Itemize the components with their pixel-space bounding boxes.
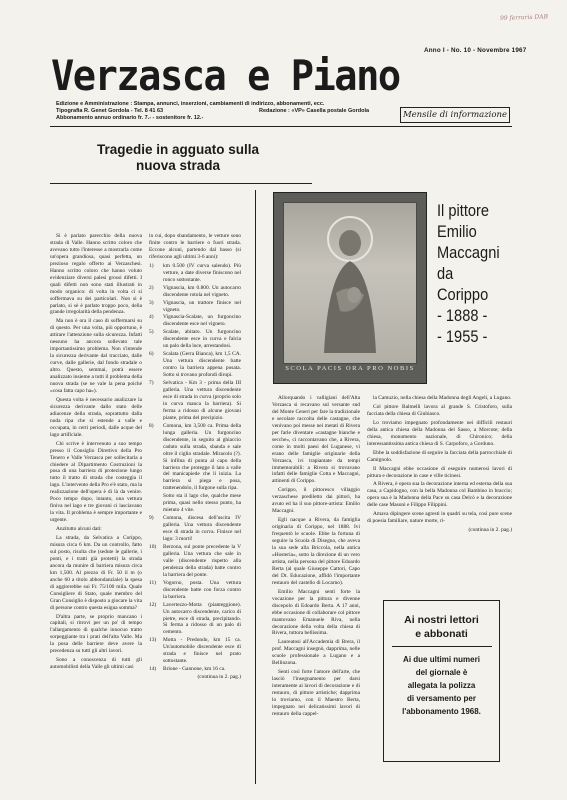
- column-2: [149, 233, 241, 681]
- painting-caption: SCOLA PACIS ORA PRO NOBIS: [285, 365, 415, 372]
- paragraph: La strada, da Selvatica a Corippo, misura circa 6 km. Da un controllo, fatto sul posto, risulta che (sedute le gallerie, i ponti, e i tratti già protetti) la strada ancora da munire di barriera misura circa km 1,500. Al prezzo di Fr. 50 il m (o anche 60 a titolo abbondanziale) la spesa di aggirerebbe sui Fr. 75/100 mila. Quale Consigliere di Stato, quale membro del Gran Consiglio è disposto a giocare la vita di persone contro questa esigua somma?: [50, 535, 142, 611]
- paragraph: Ma non è ora il caso di soffermarsi su di questo. Per una volta, più opportuno, è attirare l'attenzione sulla sicurezza. Infatti nessuno ha ancora sollevato tale importantissimo problema. Non s'intende la sicurezza derivante dal tracciato, dalle curve, dalle gallerie, dal fondo stradale o altro. Questo, semmai, potrà essere analizzato insieme a tutti il problema della nuova strada (se ne vale la pena poiché «cosa fatta capo ha»).: [50, 318, 142, 394]
- list-item-text: Comona, km 3,500 ca. Prima della lunga galleria. Un furgoncino discendente, in seguito al ghiaccio caduto sulla strada, sbanda e sale oltre il ciglio stradale. Miracolo (?). Si infilna di punta al capo della barriera che protegge il lato a valle del manicapiede che li inizia. La barriera si piega e posa, trattenendolo, il furgone sulla ripa.: [163, 422, 241, 492]
- redazione-line: Redazione : «VP» Casella postale Gordola: [259, 108, 370, 114]
- issue-info: Anno I - No. 10 - Novembre 1967: [424, 47, 527, 54]
- list-item: [149, 544, 241, 579]
- paragraph: Amava dipingere scene agresti in quadri su tela, così pure scene di poesia familiare, nature morte, ri-: [367, 511, 512, 525]
- list-item-number: 8): [149, 422, 154, 429]
- paragraph: Allorquando i valligiani dell'Alta Verzasca si recavano sul versante sud del Monte Ceneri per fare la tradizionale e secolare raccolta delle castagne, che venivano poi messe nei metati di Rivera per farle diventare «castagne bianche e secche», ci raccontavano che, a Rivera, come in molti paesi del Luganese, vi erano delle famiglie originarie della Verzasca, ivi trapiantate da tempi immemorabili: a Rivera si trovavano infatti delle famiglie Cotta e Maccagni, attinenti di Corippo.: [272, 395, 360, 485]
- paragraph: Lo troviamo impegnato profondamente nei difficili restauri della antica chiesa della Madonna del Sasso, a Morcote; della chiesa, monumento nazionale, di Chironico; della interessantissima antica chiesa di S. Carpoforo, a Gorduno.: [367, 419, 512, 447]
- subscriber-notice-box: [383, 600, 500, 762]
- painter-title-line: Corippo: [437, 285, 489, 304]
- painter-title-line: Emilio: [437, 222, 477, 241]
- article-title-traffic: [58, 142, 298, 174]
- paragraph: Si è parlato parecchio della nuova strada di Valle. Hanno scritto coloro che avevano tutto l'interesse a mostrarla come un'opera grandiosa, quasi perfetta, un prezioso regalo offerto ai Verzaschesi. Hanno scritto coloro che hanno voluto evidenziare diversi palesi grossi difetti. I quali difetti non sono stati illustrati in modo organico: di volta in volta ci si soffermava su dei particolari. Non si è parlato, si sè è parlato troppo poco, della grande irregolarità della pendenza.: [50, 233, 142, 316]
- list-item-text: Brione - Gannone, km 16 ca.: [163, 666, 226, 673]
- paragraph: la Camuzio, nella chiesa della Madonna degli Angeli, a Lugano.: [373, 395, 512, 401]
- list-item-number: 12): [149, 601, 157, 608]
- title-underline: [50, 183, 312, 184]
- paragraph: D'altra parte, se proprio mancano i capitali, si ritrovi per un po' di tempo l'allargamento di qualche innocuo tratto sorpeggiante tra i prati dell'alta Valle. Ma la posa delle barriere deve avere la precedenza su tutti gli altri lavori.: [50, 613, 142, 655]
- paragraph: Egli nacque a Rivera, da famiglia originaria di Corippo, nel 1888. Ivi frequentò le scuole. Ebbe la fortuna di seguire la Scuola di Disegno, che aveva la sua sede alla Briccola, nella antica «Hosteria», sotto la direzione di un vero artista, nella persona del pittore Edoardo Berta (al quale Giuseppe Cattori, Capo del Dt. Educazione, affidò l'importante restauro del castello di Locarno).: [272, 517, 360, 586]
- publisher-line: Edizione e Amministrazione : Stampa, annunci, inserzioni, cambiamenti di indirizzo, abbonamenti, ecc.: [56, 101, 325, 107]
- list-item-number: 2): [149, 284, 154, 291]
- notice-body-line: Ai due ultimi numeri: [403, 655, 480, 664]
- list-item: [149, 493, 241, 514]
- list-item-number: 10): [149, 543, 157, 550]
- list-item-text: Vignascia-Scalate, un furgoncino discendente esce nel vigneto.: [163, 314, 241, 328]
- paragraph: Il Maccagni ebbe occasione di eseguire numerosi lavori di pittura e decorazione in case e ville ticinesi.: [367, 465, 512, 479]
- list-item: [149, 423, 241, 493]
- list-item-number: 11): [149, 579, 156, 586]
- masthead-title: Verzasca e Piano: [51, 51, 400, 100]
- list-item-number: 5): [149, 329, 154, 336]
- notice-title-line1: Ai nostri lettori: [404, 614, 479, 626]
- col2-intro: in cui, dopo sbandamento, le vetture sono finite contro le barriere o fuori strada. Eccone alcuni, partendo dal basso (si riferiscono agli ultimi 3-6 anni):: [149, 233, 241, 260]
- monthly-label: Mensile di informazione: [402, 110, 508, 120]
- notice-divider: [392, 646, 492, 647]
- painter-title-line: - 1888 -: [437, 306, 488, 325]
- list-item-number: 7): [149, 380, 154, 387]
- list-item-text: Sotto sta il lago che, qualche mese prima, quasi nello stesso punto, ha mietuto 4 vite.: [163, 493, 241, 514]
- paragraph: A Rivera, è opera sua la decorazione interna ed esterna della sua casa, a Capidogno, con la bella Madonna col Bambino in braccio; opera sua è la Madonna della Pace su casa Delcò e la decorazione delle case Masoni e Filippo Filippini.: [367, 481, 512, 509]
- painting-frame: [283, 202, 417, 364]
- header-rule: [50, 126, 512, 127]
- list-item-number: 9): [149, 515, 154, 522]
- list-item: [149, 515, 241, 543]
- list-item: [149, 637, 241, 665]
- printer-line: Tipografia R. Genet Gordola - Tel. 8 41 63: [56, 108, 164, 114]
- paragraph: Laureatosi all'Accademia di Brera, il prof. Maccagni insegnò, dapprima, nelle scuole professionale a Lugano e a Bellinzona.: [272, 639, 360, 667]
- accident-list: [149, 263, 241, 673]
- article-title-line2: nuova strada: [135, 158, 221, 173]
- paragraph: Corippo, il pittoresco villaggio verzaschese prediletto dai pittori, ha avuto ed ha il suo pittore-artista: Emilio Maccagni.: [272, 487, 360, 515]
- list-item: [149, 314, 241, 328]
- list-item: [149, 285, 241, 299]
- paragraph: Ebbe la soddisfazione di seguire la facciata della parrocchiale di Camignolo.: [367, 449, 512, 463]
- list-item-text: Vogorno, posta. Una vettura discendente batte con forza contro la barriera.: [163, 579, 241, 600]
- notice-title-line2: e abbonati: [415, 628, 468, 640]
- list-item-text: Vignascia, un trattore finisce nel vigneto.: [163, 299, 241, 313]
- paragraph: Chi scrive è intervenuto a suo tempo presso il Consiglio Direttivo della Pro Tenero e Valle Verzasca per sollecitarla a chiedere al Dipartimento Costruzioni la posa di una barriera di protezione lungo tutto il tratto di strada che costeggia il lago. L'intervento della Pro e'è stato, ma la realizzazione dell'opera è di là da venire. Poco tempo dopo, intanto, una vettura finiva nel lago e tre giovani ci lasciavano la vita. Il problema è sempre importante e urgente.: [50, 440, 142, 524]
- list-item-text: Selvatica - Km 3 - prima della III galleria. Una vettura discendente esce di strada in curva (proprio solo in curva manca la barriera). Si ferma a ridosso di alcune giovani piante, prima del precipizio.: [163, 380, 241, 421]
- list-item: [149, 263, 241, 284]
- list-item-text: km 0.500 (IV curva salendo). Più vetture, a date diverse finiscono nel ronco sottostante.: [163, 262, 241, 283]
- list-item-text: Scalata (Gerra Bianca), km 1,5 CA. Una vettura discendente batte contro la barriera appena posata. Sotto si trovano profondi dirupi.: [163, 351, 241, 379]
- subscription-line: Abbonamento annuo ordinario fr. 7.- - sostenitore fr. 12.-: [56, 115, 204, 121]
- notice-body-line: l'abbonamento 1968.: [402, 707, 481, 716]
- monthly-label-box: [400, 107, 510, 123]
- list-item-number: 14): [149, 666, 157, 673]
- paragraph: Anzitutto alcuni dati:: [56, 526, 102, 533]
- list-item: [149, 380, 241, 422]
- list-item-text: Vignascia, km 0.800. Un autocarro discendente rotola nel vigneto.: [163, 284, 241, 298]
- list-item: [149, 666, 241, 673]
- list-item: [149, 351, 241, 379]
- column-3: [272, 395, 360, 720]
- list-item-number: 1): [149, 262, 154, 269]
- painting-image: [273, 192, 427, 384]
- column-4-text: [367, 395, 512, 525]
- column-divider: [255, 190, 256, 784]
- column-1: [50, 233, 142, 673]
- list-item: [149, 602, 241, 637]
- paragraph: Col pittore Balmelli lavora al grande S. Cristoforo, sulla facciata della chiesa di Giubiasco.: [367, 403, 512, 417]
- paragraph: Emilio Maccagni sentì forte la vocazione per la pittura e divenne discepolo di Edoardo Berta. A 17 anni, ebbe occasione di collaborare col pittore mantovano Emanuele Riva, nella decorazione della volta della chiesa di Rivera, tuttora bellissima.: [272, 588, 360, 637]
- article-title-painter: [437, 200, 514, 347]
- notice-body-line: del giornale è: [415, 668, 468, 677]
- list-item-number: 13): [149, 637, 157, 644]
- painter-title-line: da: [437, 264, 454, 283]
- continued-note-right: (continua in 2. pag.): [468, 527, 512, 534]
- painter-title-line: Maccagni: [437, 243, 500, 262]
- handwritten-note: 99 ferraris DAB: [499, 13, 549, 23]
- list-item-number: 3): [149, 299, 154, 306]
- madonna-figure-icon: [284, 203, 416, 363]
- painter-title-line: Il pittore: [437, 201, 490, 220]
- article-title-line1: Tragedie in agguato sulla: [96, 142, 260, 157]
- list-item-text: Comona, discesa dell'uscita IV galleria. Una vettura discendente esce di strada in curva. Finisce nel lago: 3 morti!: [163, 515, 241, 543]
- continued-note-left: (continua in 2. pag.): [197, 674, 241, 681]
- list-item-text: Motta - Predondo, km 15 ca. Un'automobile discendente esce di strada e finisce nel prato sottostante.: [163, 637, 241, 665]
- list-item-text: Lavertezzo-Motta (pianteggione). Un autocarro discendente, carico di pietre, esce di strada, precipitando. Si ferma a ridosso di un palo di cemento.: [163, 601, 241, 636]
- list-item: [149, 329, 241, 350]
- list-item-text: Scalate, abitato. Un furgoncino discendente esce in curva e falcia un palo della luce, arrestandosi.: [163, 329, 241, 350]
- list-item: [149, 300, 241, 314]
- notice-body: [384, 653, 499, 718]
- column-4: [367, 395, 512, 534]
- notice-body-line: allegata la polizza: [407, 681, 476, 690]
- paragraph: Questa volta è necessario analizzare la sicurezza derivante dallo stato delle adiacenze della strada, soprattutto dalla nuda ripa che si estende a valle e occupata, in certi periodi, dalle acque del lago artificiale.: [50, 396, 142, 438]
- list-item: [149, 580, 241, 601]
- list-item-text: Berzona, sul ponte precedente la V galleria. Una vettura che sale in valle (discendente rispetto alla pendenza della strada) batte contro la barriera del ponte.: [163, 543, 241, 578]
- list-item-number: 4): [149, 314, 154, 321]
- painter-title-line: - 1955 -: [437, 327, 488, 346]
- paragraph: Sono a conoscenza di tutti gli automobilisti della Valle gli ultimi casi: [50, 657, 142, 671]
- notice-body-line: di versamento per: [407, 694, 476, 703]
- list-item-number: 6): [149, 351, 154, 358]
- paragraph: Senti così forte l'amore dell'arte, che lasciò l'insegnamento per darsi interamente ai lavori di decorazione e di restauro, di pitture artistiche; dapprima lo troviamo, con il Maestro Berta, impegnato nei delicatissimi lavori di restauro della cappel-: [272, 669, 360, 717]
